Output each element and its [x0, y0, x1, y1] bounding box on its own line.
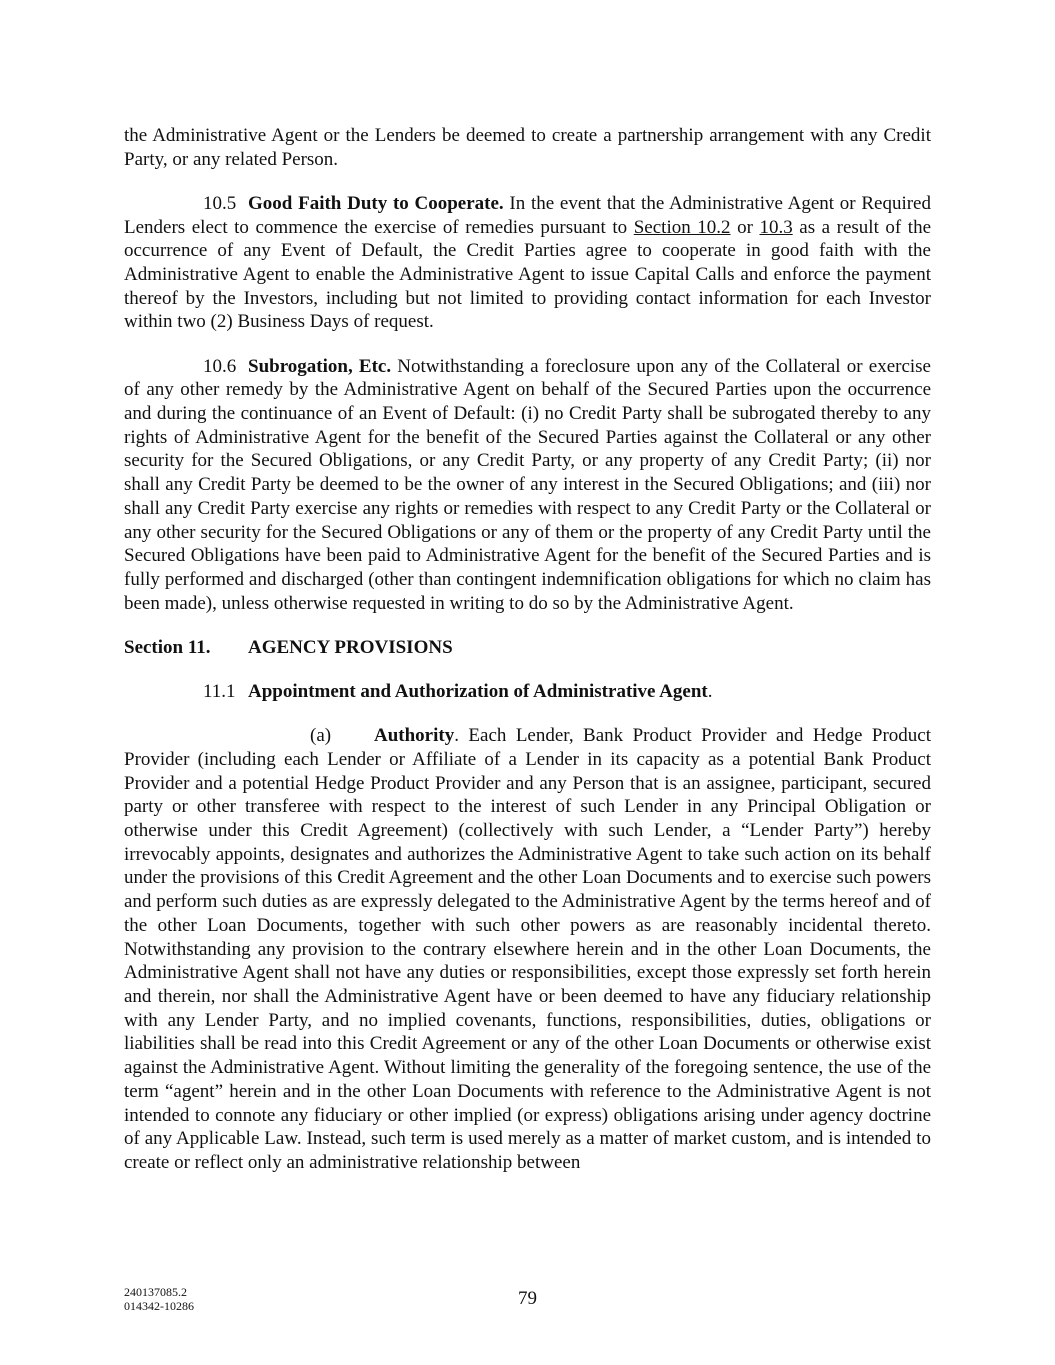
section-10-3-reference: 10.3 — [759, 216, 793, 238]
section-10-6-title: Subrogation, Etc. — [248, 355, 392, 377]
section-10-6-number: 10.6 — [203, 355, 237, 377]
section-11-1-a-number: (a) — [310, 725, 332, 747]
section-11-1-a-text: . Each Lender, Bank Product Provider and Hedge Product Provider (including each Lender or Affiliate of a Lender in its capacity as a potential Bank Product Provider and a potential Hedge Product Provider and any Person that is an assignee, participant, secured party or other transferee with respect to the interest of such Lender in any Principal Obligation or otherwise under this Credit Agreement) (collectively with such Lender, a “Lender Party”) hereby irrevocably appoints, designates and authorizes the Administrative Agent to take such action on its behalf under the provisions of this Credit Agreement and the other Loan Documents and to exercise such powers and perform such duties as are expressly delegated to the Administrative Agent by the terms hereof and of the other Loan Documents, together with such other powers as are reasonably incidental thereto. Notwithstanding any provision to the contrary elsewhere herein and in the other Loan Documents, the Administrative Agent shall not have any duties or responsibilities, except those expressly set forth herein and therein, nor shall the Administrative Agent have or been deemed to have any fiduciary relationship with any Lender Party, and no implied covenants, functions, responsibilities, duties, obligations or liabilities shall be read into this Credit Agreement or any of the other Loan Documents or otherwise exist against the Administrative Agent. Without limiting the generality of the foregoing sentence, the use of the term “agent” herein and in the other Loan Documents with reference to the Administrative Agent is not intended to connote any fiduciary or other implied (or express) obligations arising under agency doctrine of any Applicable Law. Instead, such term is used merely as a matter of market custom, and is intended to create or reflect only an administrative relationship between — [124, 725, 931, 1173]
section-11-1-number: 11.1 — [203, 681, 236, 703]
document-id-line-1: 240137085.2 — [124, 1285, 187, 1299]
section-10-5-title: Good Faith Duty to Cooperate. — [248, 192, 504, 214]
section-10-5-text-c: as a result of the occurrence of any Event of Default, the Credit Parties agree to cooperate in good faith with the Administrative Agent to enable the Administrative Agent to issue Capital Calls and enforce the payment thereof by the Investors, including but not limited to providing contact information for each Investor within two (2) Business Days of request. — [124, 216, 931, 333]
section-10-5-number: 10.5 — [203, 192, 237, 214]
section-10-6 — [124, 355, 931, 616]
section-11-1-a — [124, 724, 931, 1174]
document-id-line-2: 014342-10286 — [124, 1299, 194, 1313]
section-10-5-text-a: In the event that the Administrative Agent or Required Lenders elect to commence the exercise of remedies pursuant to — [124, 192, 931, 238]
section-10-2-reference: Section 10.2 — [633, 216, 731, 238]
section-11-1 — [124, 680, 931, 704]
section-11-1-period: . — [707, 681, 713, 703]
page-number: 79 — [518, 1288, 537, 1309]
section-11-1-title: Appointment and Authorization of Administrative Agent — [248, 681, 708, 703]
section-11-number: Section 11. — [124, 636, 211, 658]
section-11-heading — [124, 636, 931, 660]
section-10-5-text-b: or — [730, 216, 760, 238]
paragraph-continuation — [124, 124, 931, 171]
section-10-6-text: Notwithstanding a foreclosure upon any of the Collateral or exercise of any other remedy by the Administrative Agent on behalf of the Secured Parties upon the occurrence and during the continuance of an Event of Default: (i) no Credit Party shall be subrogated thereby to any rights of Administrative Agent for the benefit of the Secured Parties against the Collateral or any other security for the Secured Obligations, or any Credit Party, or any property of any Credit Party; (ii) nor shall any Credit Party be deemed to be the owner of any interest in the Secured Obligations; and (iii) nor shall any Credit Party exercise any rights or remedies with respect to any Credit Party or the Collateral or any other security for the Secured Obligations or any of them or the property of any Credit Party until the Secured Obligations have been paid to Administrative Agent for the benefit of the Secured Parties and is fully performed and discharged (other than contingent indemnification obligations for which no claim has been made), unless otherwise requested in writing to do so by the Administrative Agent. — [124, 355, 931, 614]
section-10-5 — [124, 192, 931, 334]
section-11-title: AGENCY PROVISIONS — [248, 636, 453, 658]
continuation-text: the Administrative Agent or the Lenders be deemed to create a partnership arrangement with any Credit Party, or any related Person. — [124, 125, 931, 170]
section-11-1-a-title: Authority — [374, 725, 455, 747]
document-body — [124, 124, 931, 1195]
